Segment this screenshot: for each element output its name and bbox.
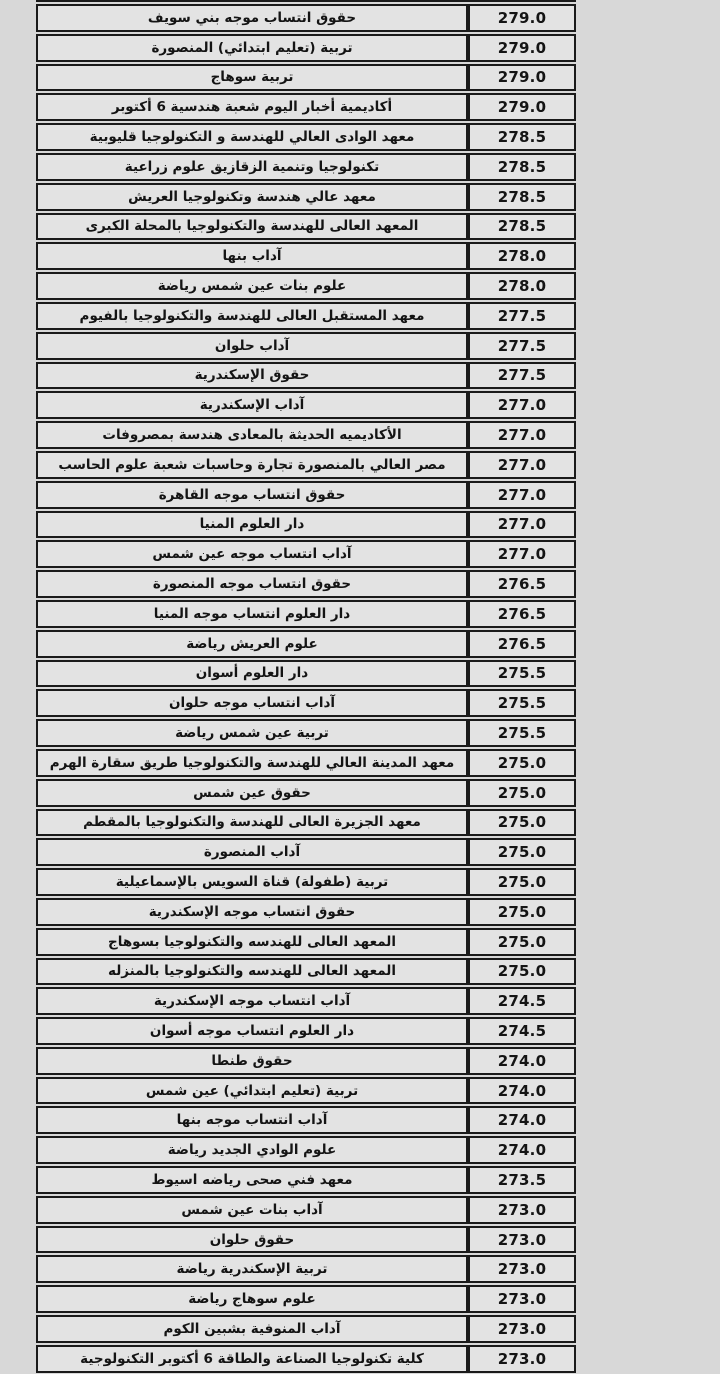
table-row	[36, 809, 576, 837]
score-cell: 273.5	[468, 1166, 576, 1194]
score-cell: 277.0	[468, 511, 576, 539]
score-cell: 275.0	[468, 838, 576, 866]
score-cell: 276.5	[468, 630, 576, 658]
table-row	[36, 153, 576, 181]
score-cell: 277.5	[468, 362, 576, 390]
score-cell: 275.0	[468, 809, 576, 837]
score-cell: 278.0	[468, 242, 576, 270]
score-cell: 279.0	[468, 34, 576, 62]
college-name-cell: تربية (طفولة) قناة السويس بالإسماعيلية	[36, 868, 468, 896]
college-name-cell: آداب انتساب موجه بنها	[36, 1106, 468, 1134]
college-name-cell: مصر العالي بالمنصورة تجارة وحاسبات شعبة علوم الحاسب	[36, 451, 468, 479]
score-cell: 278.5	[468, 123, 576, 151]
table-row	[36, 421, 576, 449]
college-name-cell: معهد الوادى العالي للهندسة و التكنولوجيا قليوبية	[36, 123, 468, 151]
table-row	[36, 34, 576, 62]
score-cell: 279.0	[468, 4, 576, 32]
table-row	[36, 1345, 576, 1373]
score-cell: 278.5	[468, 183, 576, 211]
score-cell: 273.0	[468, 1196, 576, 1224]
score-cell: 278.5	[468, 153, 576, 181]
score-cell: 277.5	[468, 332, 576, 360]
college-name-cell: آداب المنوفية بشبين الكوم	[36, 1315, 468, 1343]
table-row	[36, 362, 576, 390]
score-cell: 274.0	[468, 1136, 576, 1164]
college-name-cell: علوم الوادي الجديد رياضة	[36, 1136, 468, 1164]
table-row	[36, 987, 576, 1015]
table-row	[36, 868, 576, 896]
score-cell: 273.0	[468, 1226, 576, 1254]
score-cell: 273.0	[468, 1255, 576, 1283]
score-cell	[468, 0, 576, 2]
table-row	[36, 1017, 576, 1045]
score-cell: 275.0	[468, 779, 576, 807]
score-cell: 277.0	[468, 481, 576, 509]
table-row	[36, 213, 576, 241]
score-cell: 274.5	[468, 1017, 576, 1045]
score-cell: 276.5	[468, 570, 576, 598]
college-name-cell: تكنولوجيا وتنمية الزقازيق علوم زراعية	[36, 153, 468, 181]
scores-table	[36, 0, 576, 1374]
college-name-cell: علوم سوهاج رياضة	[36, 1285, 468, 1313]
college-name-cell: حقوق طنطا	[36, 1047, 468, 1075]
table-row	[36, 302, 576, 330]
college-name-cell: دار العلوم انتساب موجه أسوان	[36, 1017, 468, 1045]
score-cell: 273.0	[468, 1285, 576, 1313]
table-row	[36, 1315, 576, 1343]
score-cell: 275.5	[468, 660, 576, 688]
table-row	[36, 332, 576, 360]
score-cell: 274.0	[468, 1077, 576, 1105]
score-cell: 275.5	[468, 689, 576, 717]
score-cell: 277.5	[468, 302, 576, 330]
table-row	[36, 630, 576, 658]
college-name-cell: دار العلوم المنيا	[36, 511, 468, 539]
table-row	[36, 123, 576, 151]
table-row	[36, 600, 576, 628]
college-name-cell: آداب انتساب موجه عين شمس	[36, 540, 468, 568]
score-cell: 279.0	[468, 93, 576, 121]
college-name-cell: حقوق عين شمس	[36, 779, 468, 807]
table-row	[36, 898, 576, 926]
table-row	[36, 838, 576, 866]
college-name-cell: آداب الإسكندرية	[36, 391, 468, 419]
table-row	[36, 272, 576, 300]
score-cell: 274.5	[468, 987, 576, 1015]
score-cell: 277.0	[468, 391, 576, 419]
college-name-cell	[36, 0, 468, 2]
table-row-clipped	[36, 0, 576, 2]
score-cell: 275.0	[468, 898, 576, 926]
table-row	[36, 1106, 576, 1134]
score-cell: 277.0	[468, 451, 576, 479]
table-row	[36, 1077, 576, 1105]
score-cell: 279.0	[468, 64, 576, 92]
college-name-cell: آداب بنها	[36, 242, 468, 270]
score-cell: 275.0	[468, 868, 576, 896]
table-row	[36, 660, 576, 688]
college-name-cell: آداب حلوان	[36, 332, 468, 360]
table-row	[36, 64, 576, 92]
score-cell: 278.5	[468, 213, 576, 241]
score-cell: 277.0	[468, 540, 576, 568]
score-cell: 274.0	[468, 1106, 576, 1134]
college-name-cell: دار العلوم انتساب موجه المنيا	[36, 600, 468, 628]
college-name-cell: معهد المدينة العالي للهندسة والتكنولوجيا طريق سقارة الهرم	[36, 749, 468, 777]
college-name-cell: دار العلوم أسوان	[36, 660, 468, 688]
table-row	[36, 93, 576, 121]
college-name-cell: حقوق انتساب موجه المنصورة	[36, 570, 468, 598]
table-row	[36, 570, 576, 598]
table-row	[36, 183, 576, 211]
table-row	[36, 689, 576, 717]
table-row	[36, 749, 576, 777]
table-row	[36, 242, 576, 270]
table-row	[36, 1226, 576, 1254]
college-name-cell: آداب انتساب موجه الإسكندرية	[36, 987, 468, 1015]
college-name-cell: تربية (تعليم ابتدائي) عين شمس	[36, 1077, 468, 1105]
college-name-cell: حقوق حلوان	[36, 1226, 468, 1254]
college-name-cell: حقوق انتساب موجه القاهرة	[36, 481, 468, 509]
table-row	[36, 391, 576, 419]
table-row	[36, 451, 576, 479]
college-name-cell: معهد المستقبل العالى للهندسة والتكنولوجيا بالفيوم	[36, 302, 468, 330]
college-name-cell: علوم العريش رياضة	[36, 630, 468, 658]
score-cell: 273.0	[468, 1315, 576, 1343]
score-cell: 273.0	[468, 1345, 576, 1373]
table-row	[36, 1136, 576, 1164]
score-cell: 278.0	[468, 272, 576, 300]
college-name-cell: معهد عالي هندسة وتكنولوجيا العريش	[36, 183, 468, 211]
college-name-cell: أكاديمية أخبار اليوم شعبة هندسية 6 أكتوبر	[36, 93, 468, 121]
score-cell: 277.0	[468, 421, 576, 449]
college-name-cell: المعهد العالى للهندسة والتكنولوجيا بالمحلة الكبرى	[36, 213, 468, 241]
table-row	[36, 1196, 576, 1224]
table-row	[36, 540, 576, 568]
college-name-cell: تربية عين شمس رياضة	[36, 719, 468, 747]
score-cell: 276.5	[468, 600, 576, 628]
college-name-cell: تربية سوهاج	[36, 64, 468, 92]
college-name-cell: معهد الجزيرة العالى للهندسة والتكنولوجيا بالمقطم	[36, 809, 468, 837]
table-row	[36, 719, 576, 747]
table-row	[36, 481, 576, 509]
table-row	[36, 1047, 576, 1075]
college-name-cell: حقوق انتساب موجه الإسكندرية	[36, 898, 468, 926]
college-name-cell: حقوق انتساب موجه بني سويف	[36, 4, 468, 32]
college-name-cell: حقوق الإسكندرية	[36, 362, 468, 390]
college-name-cell: آداب المنصورة	[36, 838, 468, 866]
scores-table-body	[36, 0, 576, 1373]
college-name-cell: آداب بنات عين شمس	[36, 1196, 468, 1224]
college-name-cell: كلية تكنولوجيا الصناعة والطاقة 6 أكتوبر التكنولوجية	[36, 1345, 468, 1373]
college-name-cell: المعهد العالى للهندسه والتكنولوجيا بسوهاج	[36, 928, 468, 956]
score-cell: 275.5	[468, 719, 576, 747]
table-row	[36, 1166, 576, 1194]
score-cell: 274.0	[468, 1047, 576, 1075]
college-name-cell: الأكاديميه الحديثة بالمعادى هندسة بمصروفات	[36, 421, 468, 449]
table-row	[36, 779, 576, 807]
score-cell: 275.0	[468, 958, 576, 986]
score-cell: 275.0	[468, 749, 576, 777]
table-row	[36, 1285, 576, 1313]
college-name-cell: علوم بنات عين شمس رياضة	[36, 272, 468, 300]
college-name-cell: المعهد العالى للهندسه والتكنولوجيا بالمنزله	[36, 958, 468, 986]
college-name-cell: معهد فني صحى رياضه اسيوط	[36, 1166, 468, 1194]
table-row	[36, 511, 576, 539]
table-row	[36, 958, 576, 986]
college-name-cell: تربية الإسكندرية رياضة	[36, 1255, 468, 1283]
score-cell: 275.0	[468, 928, 576, 956]
table-row	[36, 4, 576, 32]
table-row	[36, 1255, 576, 1283]
college-name-cell: تربية (تعليم ابتدائي) المنصورة	[36, 34, 468, 62]
table-row	[36, 928, 576, 956]
college-name-cell: آداب انتساب موجه حلوان	[36, 689, 468, 717]
